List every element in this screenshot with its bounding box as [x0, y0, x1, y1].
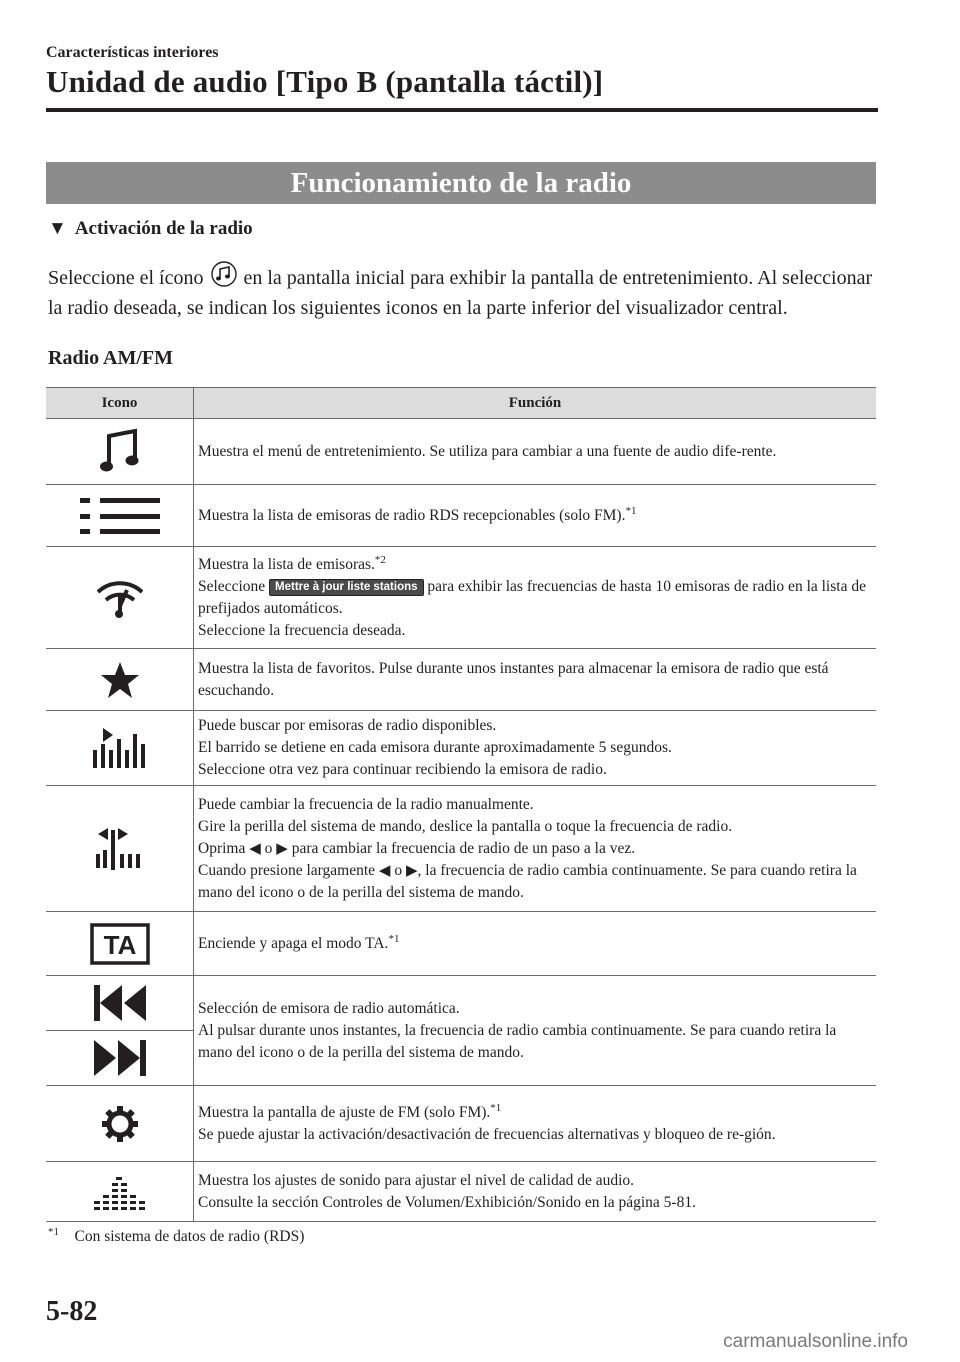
function-text: Muestra la lista de emisoras de radio RDS recepcionables (solo FM).$^{*1}$: [194, 485, 877, 547]
function-text: Puede cambiar la frecuencia de la radio manualmente. Gire la perilla del sistema de mando, deslice la pantalla o toque la frecuencia de radio. Oprima ◀ o ▶ para cambiar la frecuencia de radio de un paso a la vez. Cuando presione largamente ◀ o ▶, la frecuencia de radio cambia continuamente. Se para cuando retira la mano del icono o de la perilla del sistema de mando.: [194, 786, 877, 912]
table-row: [46, 786, 876, 912]
footnote: $^{*1}$ Con sistema de datos de radio (RDS): [48, 1225, 305, 1245]
page-number: 5-82: [46, 1296, 98, 1327]
function-text: Muestra los ajustes de sonido para ajustar el nivel de calidad de audio. Consulte la sección Controles de Volumen/Exhibición/Sonido en la página 5-81.: [194, 1162, 877, 1222]
update-station-list-button: Mettre à jour liste stations: [269, 579, 424, 596]
column-header-icon: Icono: [46, 388, 194, 419]
manual-tune-icon: [94, 826, 146, 872]
music-note-icon: [98, 428, 142, 476]
triangle-bullet-icon: ▼: [48, 218, 67, 239]
arrow-right-icon: ▶: [405, 862, 418, 879]
seek-forward-icon: [92, 1038, 148, 1078]
table-row: [46, 649, 876, 711]
table-row: [46, 1086, 876, 1162]
list-icon: [80, 496, 160, 536]
watermark: carmanualsonline.info: [723, 1331, 908, 1352]
table-header-row: [46, 388, 876, 419]
table-row: [46, 912, 876, 976]
table-row: [46, 976, 876, 1086]
svg-text:TA: TA: [103, 929, 136, 960]
arrow-left-icon: ◀: [249, 840, 261, 857]
subheading-text: Activación de la radio: [74, 218, 253, 239]
page-title: Unidad de audio [Tipo B (pantalla táctil)]: [46, 64, 604, 99]
intro-paragraph: [48, 261, 878, 323]
ta-icon: [90, 923, 150, 965]
table-row: [46, 419, 876, 485]
function-text: Puede buscar por emisoras de radio disponibles. El barrido se detiene en cada emisora durante aproximadamente 5 segundos. Seleccione otra vez para continuar recibiendo la emisora de radio.: [194, 711, 877, 786]
function-table: [46, 387, 876, 1222]
table-row: [46, 1162, 876, 1222]
function-text: Muestra la lista de favoritos. Pulse durante unos instantes para almacenar la emisora de radio que está escuchando.: [194, 649, 877, 711]
intro-text-2: en la pantalla inicial para exhibir la pantalla de entretenimiento. Al seleccionar la radio deseada, se indican los siguientes iconos en la parte inferior del visualizador central.: [48, 267, 873, 319]
function-text: Muestra el menú de entretenimiento. Se utiliza para cambiar a una fuente de audio dife-rente.: [194, 419, 877, 485]
star-icon: [100, 660, 140, 700]
table-row: [46, 485, 876, 547]
function-text: Muestra la pantalla de ajuste de FM (solo FM).$^{*1}$ Se puede ajustar la activación/desactivación de frecuencias alternativas y bloqueo de re-gión.: [194, 1086, 877, 1162]
scan-icon: [91, 726, 149, 770]
intro-text-1: Seleccione el ícono: [48, 267, 209, 289]
music-note-circle-icon: [211, 261, 237, 287]
subheading: [48, 218, 253, 240]
function-text: Selección de emisora de radio automática. Al pulsar durante unos instantes, la frecuencia de radio cambia continuamente. Se para cuando retira la mano del icono o de la perilla del sistema de mando.: [194, 976, 877, 1086]
antenna-icon: [95, 576, 145, 620]
column-header-function: Función: [194, 388, 877, 419]
seek-back-icon: [92, 983, 148, 1023]
title-divider: [46, 108, 878, 112]
equalizer-icon: [92, 1171, 148, 1213]
function-text: Muestra la lista de emisoras.$^{*2}$ Seleccione Mettre à jour liste stations para exhibir las frecuencias de hasta 10 emisoras de radio en la lista de prefijados automáticos. Seleccione la frecuencia deseada.: [194, 547, 877, 649]
radio-type-label: Radio AM/FM: [48, 347, 173, 369]
arrow-left-icon: ◀: [378, 862, 391, 879]
function-text: Enciende y apaga el modo TA.$^{*1}$: [194, 912, 877, 976]
gear-icon: [100, 1104, 140, 1144]
arrow-right-icon: ▶: [276, 840, 288, 857]
table-row: [46, 547, 876, 649]
section-label: Características interiores: [46, 44, 219, 61]
section-banner: Funcionamiento de la radio: [46, 162, 876, 204]
table-row: [46, 711, 876, 786]
